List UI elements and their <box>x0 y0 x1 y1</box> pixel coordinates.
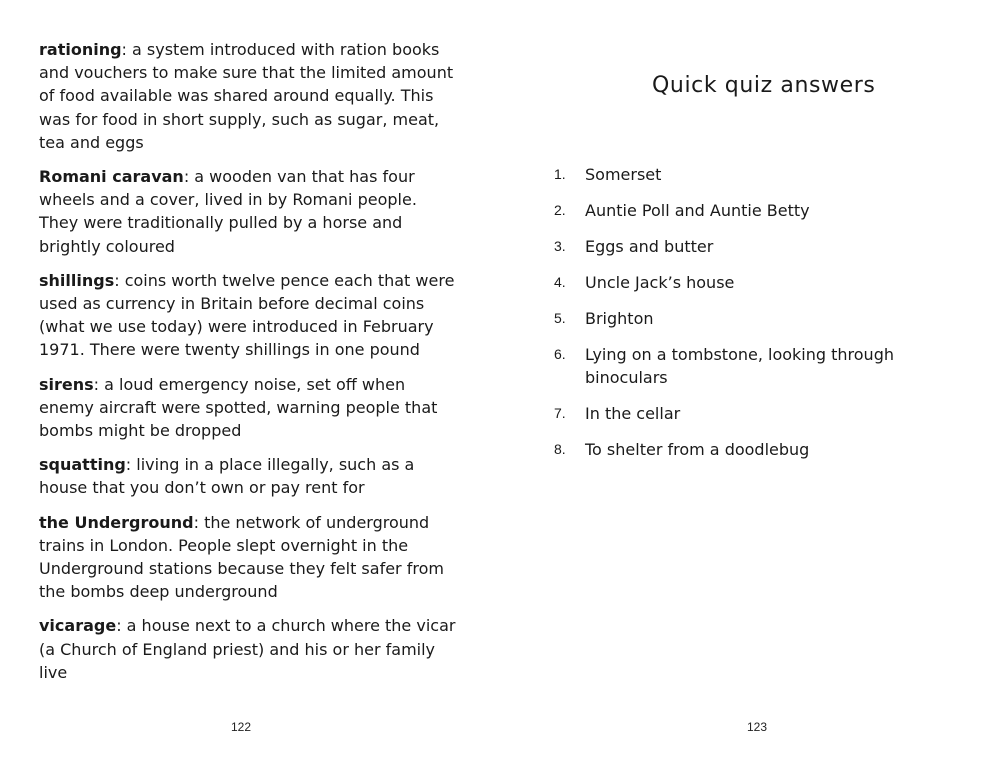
list-item-text: Eggs and butter <box>585 237 714 256</box>
list-item-number: 8. <box>554 441 566 457</box>
glossary-definition: : a system introduced with ration books and vouchers to make sure that the limited amount of food available was shared around equally. This was for food in short supply, such as sugar, meat, tea and eggs <box>39 40 454 152</box>
list-item-text: In the cellar <box>585 404 681 423</box>
list-item-text: To shelter from a doodlebug <box>585 440 810 459</box>
glossary-term: rationing <box>39 40 122 59</box>
glossary-entry-the-underground <box>39 511 459 604</box>
list-item-number: 4. <box>554 274 566 290</box>
list-item-number: 5. <box>554 310 566 326</box>
list-item <box>554 307 954 330</box>
page-number: 123 <box>747 720 768 734</box>
list-item <box>554 235 954 258</box>
list-item-text: Auntie Poll and Auntie Betty <box>585 201 810 220</box>
glossary-entry-shillings <box>39 269 459 362</box>
list-item <box>554 343 954 389</box>
glossary-definition: : a loud emergency noise, set off when enemy aircraft were spotted, warning people that bombs might be dropped <box>39 374 438 441</box>
glossary-definition: : a wooden van that has four wheels and a cover, lived in by Romani people. They were traditionally pulled by a horse and brightly coloured <box>39 167 417 256</box>
glossary-term: the Underground <box>39 512 194 532</box>
list-item <box>554 271 954 294</box>
glossary-definition: : coins worth twelve pence each that were used as currency in Britain before decimal coins (what we use today) were introduced in February 1971. There were twenty shillings in one pound <box>39 270 455 360</box>
glossary-entry-romani-caravan <box>39 165 459 258</box>
list-item-number: 3. <box>554 238 566 254</box>
glossary-definition: : the network of underground trains in London. People slept overnight in the Underground stations because they felt safer from the bombs deep underground <box>39 512 444 602</box>
list-item <box>554 402 954 425</box>
glossary-definition: : a house next to a church where the vicar (a Church of England priest) and his or her family live <box>39 616 456 682</box>
list-item <box>554 199 954 222</box>
glossary-definition: : living in a place illegally, such as a house that you don’t own or pay rent for <box>39 455 415 498</box>
list-item-number: 7. <box>554 405 566 421</box>
page-title: Quick quiz answers <box>652 73 876 98</box>
list-item <box>554 438 954 461</box>
list-item-number: 6. <box>554 346 566 362</box>
glossary-term: vicarage <box>39 616 117 636</box>
page-number: 122 <box>231 720 252 734</box>
glossary-entry-squatting <box>39 453 459 499</box>
right-page <box>500 0 1000 768</box>
glossary-entry-rationing <box>39 38 459 154</box>
quiz-answer-list <box>554 163 954 474</box>
list-item <box>554 163 954 186</box>
list-item-number: 2. <box>554 202 566 218</box>
list-item-text: Lying on a tombstone, looking through binoculars <box>585 345 894 387</box>
list-item-number: 1. <box>554 166 566 182</box>
list-item-text: Brighton <box>585 309 654 328</box>
glossary-entry-vicarage <box>39 614 459 684</box>
glossary-term: shillings <box>39 270 115 290</box>
glossary-entry-sirens <box>39 373 459 443</box>
list-item-text: Somerset <box>585 165 662 184</box>
list-item-text: Uncle Jack’s house <box>585 273 735 292</box>
glossary <box>39 38 459 695</box>
glossary-term: sirens <box>39 374 94 394</box>
glossary-term: Romani caravan <box>39 167 184 187</box>
glossary-term: squatting <box>39 455 126 475</box>
